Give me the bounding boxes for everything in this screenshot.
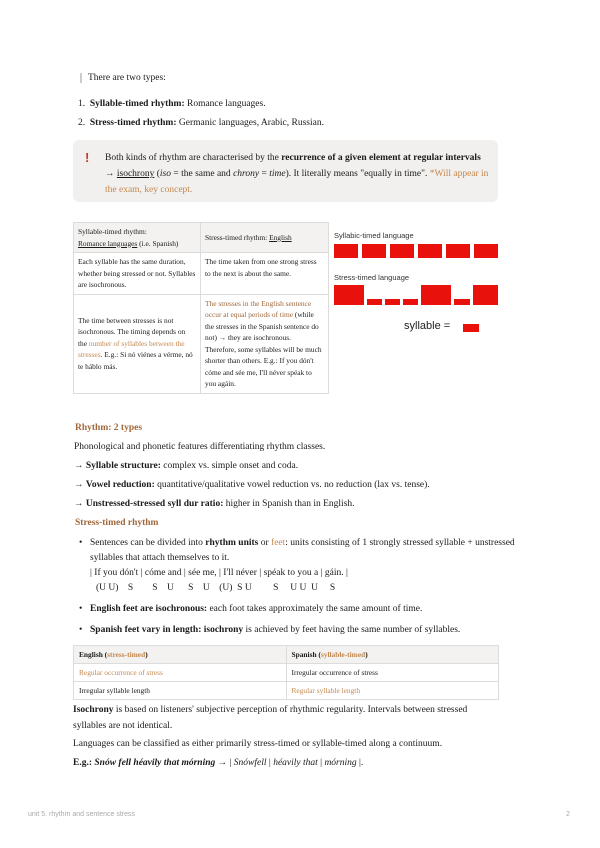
syllable-block bbox=[403, 299, 418, 305]
english-spanish-table bbox=[73, 645, 499, 700]
syllable-block bbox=[454, 299, 470, 305]
callout-text: Both kinds of rhythm are characterised by the recurrence of a given element at regular intervals → isochrony (iso = the same and chrony = time). It literally means "equally in time". *Will appear in the exam, key concept. bbox=[105, 153, 489, 195]
table-row: Each syllable has the same duration, whether being stressed or not. Syllables are isochronous. The time taken from one strong stress to the next is about the same. bbox=[74, 253, 329, 295]
syllable-block bbox=[421, 285, 451, 305]
feature-duration-ratio: → Unstressed-stressed syll dur ratio: higher in Spanish than in English. bbox=[74, 499, 355, 509]
intro-line: There are two types: bbox=[80, 73, 166, 83]
syllabic-label: Syllabic-timed language bbox=[334, 231, 414, 240]
table-row: Irregular syllable length Regular syllable length bbox=[74, 682, 499, 700]
continuum-paragraph: Languages can be classified as either primarily stress-timed or syllable-timed along a continuum. bbox=[73, 739, 443, 749]
syllable-block bbox=[367, 299, 382, 305]
syllable-block bbox=[473, 285, 498, 305]
list-item: 2. Stress-timed rhythm: Germanic languages, Arabic, Russian. bbox=[78, 118, 324, 128]
quote-bar bbox=[80, 73, 82, 83]
table-row: Regular occurrence of stress Irregular occurrence of stress bbox=[74, 664, 499, 682]
page-number: 2 bbox=[566, 811, 570, 818]
section-title-rhythm-types: Rhythm: 2 types bbox=[75, 423, 143, 433]
page-footer: unit 5. rhythm and sentence stress bbox=[28, 811, 135, 818]
syllable-block bbox=[390, 244, 414, 258]
legend-label: syllable = bbox=[404, 320, 451, 332]
syllable-block bbox=[334, 244, 358, 258]
types-list bbox=[78, 95, 324, 133]
feature-vowel-reduction: → Vowel reduction: quantitative/qualitative vowel reduction vs. no reduction (lax vs. tense). bbox=[74, 480, 430, 490]
stress-timed-list bbox=[74, 536, 520, 644]
list-item: • English feet are isochronous: each foot takes approximately the same amount of time. bbox=[90, 602, 520, 617]
example-line: E.g.: Snów fell héavily that mórning → | Snówfell | héavily that | mórning |. bbox=[73, 758, 364, 768]
key-concept-callout bbox=[73, 140, 498, 202]
table-row: Syllable-timed rhythm: Romance languages (i.e. Spanish) Stress-timed rhythm: English bbox=[74, 223, 329, 253]
table-row: English (stress-timed) Spanish (syllable-timed) bbox=[74, 646, 499, 664]
list-item: 1. Syllable-timed rhythm: Romance languages. bbox=[78, 99, 266, 109]
exclamation-icon: ! bbox=[85, 150, 90, 165]
syllable-block bbox=[474, 244, 498, 258]
legend-swatch bbox=[463, 324, 479, 332]
table-row: The time between stresses is not isochronous. The timing depends on the number of syllables between the stresses. E.g.: Si nó viénes a vérme, nó te háblo más. The stresses in the English sentence occur at equal periods of time (while the stresses in the Spanish sentence do not) → they are isochronous. Therefore, some syllables will be much shorter than others. E.g.: If you dón't cóme and sée me, I'll néver spéak to you agáin. bbox=[74, 294, 329, 393]
syllable-block bbox=[418, 244, 442, 258]
syllable-block bbox=[334, 285, 364, 305]
list-item: • Sentences can be divided into rhythm units or feet: units consisting of 1 strongly stressed syllable + unstressed syllables that attach themselves to it. | If you dón't | cóme and | sée me, | I'll néver | spéak to you a | gáin. | (U U) S S U S U (U) S U S U U U S bbox=[90, 536, 520, 596]
syllable-block bbox=[446, 244, 470, 258]
syllable-block bbox=[362, 244, 386, 258]
isochrony-paragraph: Isochrony is based on listeners' subjective perception of rhythmic regularity. Intervals between stressed syllables are not identical. bbox=[73, 705, 468, 731]
stress-label: Stress-timed language bbox=[334, 273, 410, 282]
syllable-block bbox=[385, 299, 400, 305]
rhythm-diagram bbox=[330, 227, 500, 337]
rhythm-lead: Phonological and phonetic features differentiating rhythm classes. bbox=[74, 442, 326, 452]
section-title-stress-timed: Stress-timed rhythm bbox=[75, 518, 159, 528]
rhythm-types-table bbox=[73, 222, 329, 394]
feature-syllable-structure: → Syllable structure: complex vs. simple onset and coda. bbox=[74, 461, 299, 471]
list-item: • Spanish feet vary in length: isochrony is achieved by feet having the same number of syllables. bbox=[90, 623, 520, 638]
